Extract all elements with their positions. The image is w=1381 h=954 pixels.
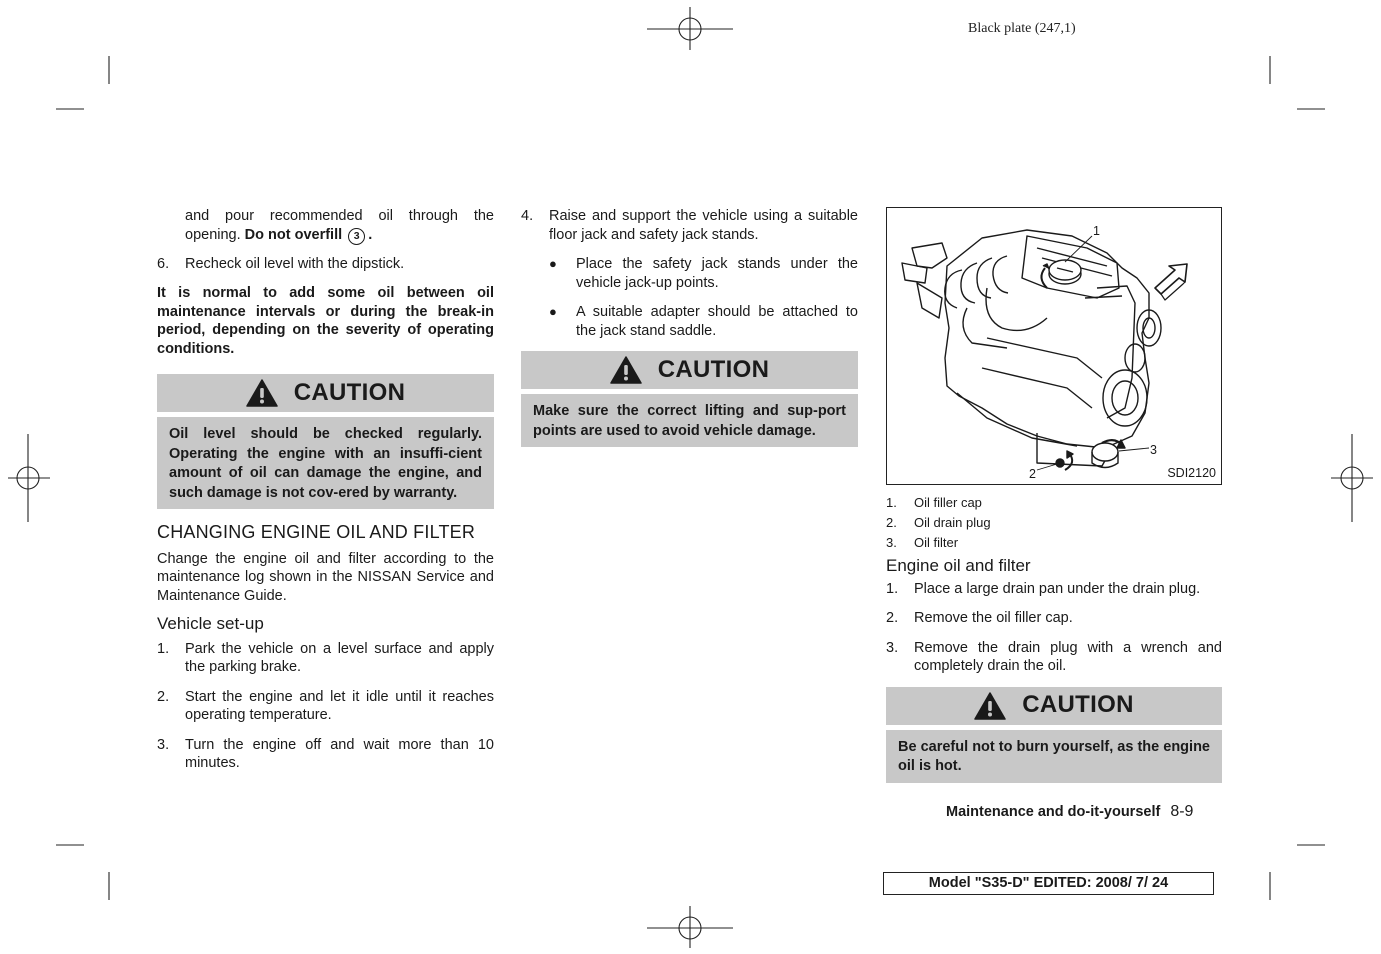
caution-box-oil-level bbox=[157, 374, 494, 509]
oil-step-3 bbox=[886, 639, 1222, 676]
caution-box-lifting bbox=[521, 351, 858, 447]
warning-triangle-icon bbox=[974, 692, 1006, 720]
intro-bold: Do not overfill bbox=[244, 226, 343, 243]
section-name: Maintenance and do-it-yourself bbox=[946, 804, 1161, 820]
caption-number: 1. bbox=[886, 495, 897, 510]
caption-text: Oil drain plug bbox=[914, 515, 991, 530]
subheading-engine-oil: Engine oil and filter bbox=[886, 556, 1031, 575]
step-number: 2. bbox=[886, 610, 899, 626]
callout-label-3: 3 bbox=[1150, 443, 1157, 457]
bullet-text: A suitable adapter should be attached to the jack stand saddle. bbox=[576, 304, 858, 339]
section-paragraph: Change the engine oil and filter according to the maintenance log shown in the NISSAN Service and Maintenance Guide. bbox=[157, 550, 494, 604]
step-number: 3. bbox=[886, 639, 899, 656]
caption-item bbox=[886, 533, 1222, 553]
step-text: Remove the oil filler cap. bbox=[914, 610, 1073, 626]
bullet-icon: ● bbox=[549, 256, 557, 271]
bullet-item bbox=[549, 255, 858, 292]
column-1 bbox=[157, 207, 494, 784]
step-text: Place a large drain pan under the drain plug. bbox=[914, 580, 1201, 597]
step-text: Turn the engine off and wait more than 10 minutes. bbox=[185, 736, 494, 771]
step-number: 6. bbox=[157, 255, 170, 272]
caution-title: CAUTION bbox=[293, 378, 406, 406]
setup-step-2 bbox=[157, 688, 494, 725]
caution-header bbox=[157, 374, 494, 412]
step-number: 1. bbox=[157, 640, 170, 657]
column-2 bbox=[521, 207, 858, 461]
oil-step-1 bbox=[886, 580, 1222, 599]
engine-illustration bbox=[887, 208, 1221, 484]
caution-text: Make sure the correct lifting and sup-port points are used to avoid vehicle damage. bbox=[521, 394, 858, 447]
setup-step-3 bbox=[157, 736, 494, 773]
section-heading: CHANGING ENGINE OIL AND FILTER bbox=[157, 522, 476, 542]
caution-title: CAUTION bbox=[1022, 691, 1134, 719]
caption-item bbox=[886, 493, 1222, 513]
step-6 bbox=[157, 255, 494, 274]
page-footer bbox=[946, 803, 1193, 821]
step-text: Park the vehicle on a level surface and apply the parking brake. bbox=[185, 640, 494, 675]
step-number: 3. bbox=[157, 736, 170, 753]
warning-triangle-icon bbox=[610, 356, 642, 384]
setup-step-1 bbox=[157, 640, 494, 677]
caution-title: CAUTION bbox=[657, 355, 770, 383]
step5-continuation bbox=[157, 207, 494, 245]
caution-text: Oil level should be checked regularly. Operating the engine with an insuffi-cient amount of oil can damage the engine, and such damage is not cov-ered by warranty. bbox=[157, 417, 494, 509]
caution-header bbox=[886, 687, 1222, 725]
step-number: 4. bbox=[521, 208, 534, 224]
setup-step-4 bbox=[521, 207, 858, 244]
intro-text: and pour recommended oil through the opening. bbox=[185, 208, 494, 243]
step-text: Raise and support the vehicle using a suitable floor jack and safety jack stands. bbox=[549, 208, 858, 243]
bullet-text: Place the safety jack stands under the vehicle jack-up points. bbox=[576, 256, 858, 291]
step-text: Recheck oil level with the dipstick. bbox=[185, 255, 405, 272]
caption-text: Oil filter bbox=[914, 535, 959, 550]
bullet-item bbox=[549, 303, 858, 340]
warning-triangle-icon bbox=[246, 379, 278, 407]
intro-end: . bbox=[368, 226, 373, 243]
step-text: Remove the drain plug with a wrench and completely drain the oil. bbox=[914, 639, 1222, 674]
caution-header bbox=[521, 351, 858, 389]
caption-text: Oil filler cap bbox=[914, 495, 982, 510]
oil-step-2 bbox=[886, 609, 1222, 628]
caption-item bbox=[886, 513, 1222, 533]
figure-code: SDI2120 bbox=[1167, 465, 1216, 480]
callout-label-1: 1 bbox=[1093, 224, 1100, 238]
callout-circle: 3 bbox=[348, 228, 365, 245]
caution-text: Be careful not to burn yourself, as the engine oil is hot. bbox=[886, 730, 1222, 783]
caption-number: 3. bbox=[886, 535, 897, 550]
engine-figure bbox=[886, 207, 1222, 485]
page-number: 8-9 bbox=[1170, 803, 1194, 820]
subheading-vehicle-setup: Vehicle set-up bbox=[157, 614, 264, 633]
plate-label: Black plate (247,1) bbox=[968, 21, 1076, 36]
callout-label-2: 2 bbox=[1029, 467, 1036, 481]
maintenance-note: It is normal to add some oil between oil maintenance intervals or during the break-in period, depending on the severity of operating conditions. bbox=[157, 285, 494, 357]
column-3 bbox=[886, 207, 1222, 797]
step-text: Start the engine and let it idle until it reaches operating temperature. bbox=[185, 688, 494, 723]
caption-number: 2. bbox=[886, 515, 897, 530]
model-edit-box: Model "S35-D" EDITED: 2008/ 7/ 24 bbox=[883, 872, 1214, 895]
step-number: 1. bbox=[886, 580, 899, 597]
bullet-icon: ● bbox=[549, 304, 557, 319]
step-number: 2. bbox=[157, 688, 170, 705]
caution-box-hot-oil bbox=[886, 687, 1222, 783]
